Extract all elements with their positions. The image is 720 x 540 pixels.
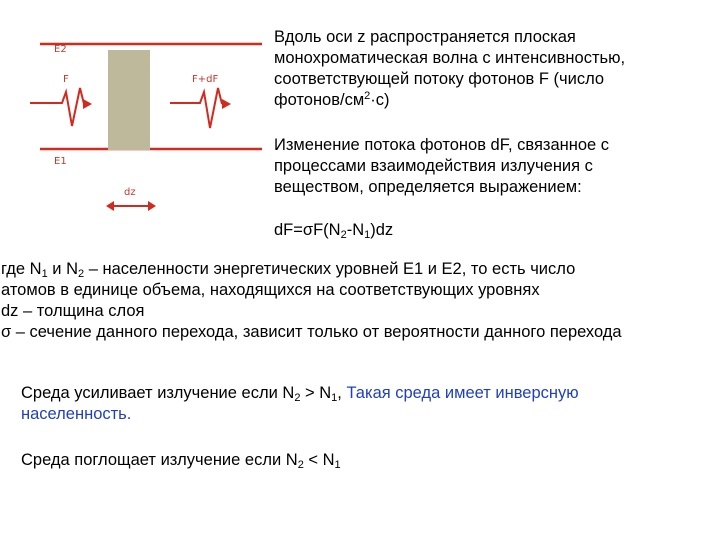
arrow-head-right [222, 99, 231, 109]
inversion-text-continued: населенность. [21, 405, 132, 423]
dz-label: dz [124, 187, 136, 198]
explanation-line: σ – сечение данного перехода, зависит только от вероятности данного перехода [1, 323, 622, 341]
absorption-paragraph: Среда поглощает излучение если $N_2 < N_1$ [21, 451, 341, 471]
intro-line: соответствующей потоку фотонов F (число [274, 70, 605, 88]
explanation-line: атомов в единице объема, находящихся на соответствующих уровнях [1, 281, 540, 299]
intro-line: Вдоль оси z распространяется плоская [274, 28, 576, 46]
f-plus-df-label: F+dF [192, 74, 219, 85]
intro-line: фотонов/$см^2\cdot с$) [274, 90, 390, 109]
intro-line: монохроматическая волна с интенсивностью, [274, 49, 626, 67]
change-line: процессами взаимодействия излучения с [274, 157, 593, 175]
change-paragraph [274, 135, 714, 198]
explanation-line: где $N_1$ и $N_2$ – населенности энергетических уровней E1 и E2, то есть число [1, 260, 576, 280]
amplification-paragraph [21, 383, 711, 425]
medium-slab [108, 50, 150, 150]
incident-photon-wave [30, 88, 84, 126]
formula: $dF=\sigma F(N_2-N_1)dz$ [274, 221, 394, 241]
change-line: Изменение потока фотонов dF, связанное с [274, 136, 610, 154]
explanation-line: dz – толщина слоя [1, 302, 145, 320]
inversion-text: Такая среда имеет инверсную [346, 384, 579, 402]
intro-paragraph [274, 27, 714, 111]
transmitted-photon-wave [170, 88, 222, 128]
dz-arrow-right-head [148, 201, 156, 211]
e1-label: E1 [54, 156, 67, 167]
dz-arrow-left-head [106, 201, 114, 211]
amplification-line: Среда усиливает излучение если $N_2 > N_1$, Такая среда имеет инверсную [21, 384, 579, 404]
e2-label: E2 [54, 44, 67, 55]
explanation-block [1, 259, 716, 343]
energy-level-diagram [0, 0, 270, 215]
change-line: веществом, определяется выражением: [274, 178, 582, 196]
f-label: F [63, 74, 69, 85]
arrow-head-left [83, 99, 92, 109]
